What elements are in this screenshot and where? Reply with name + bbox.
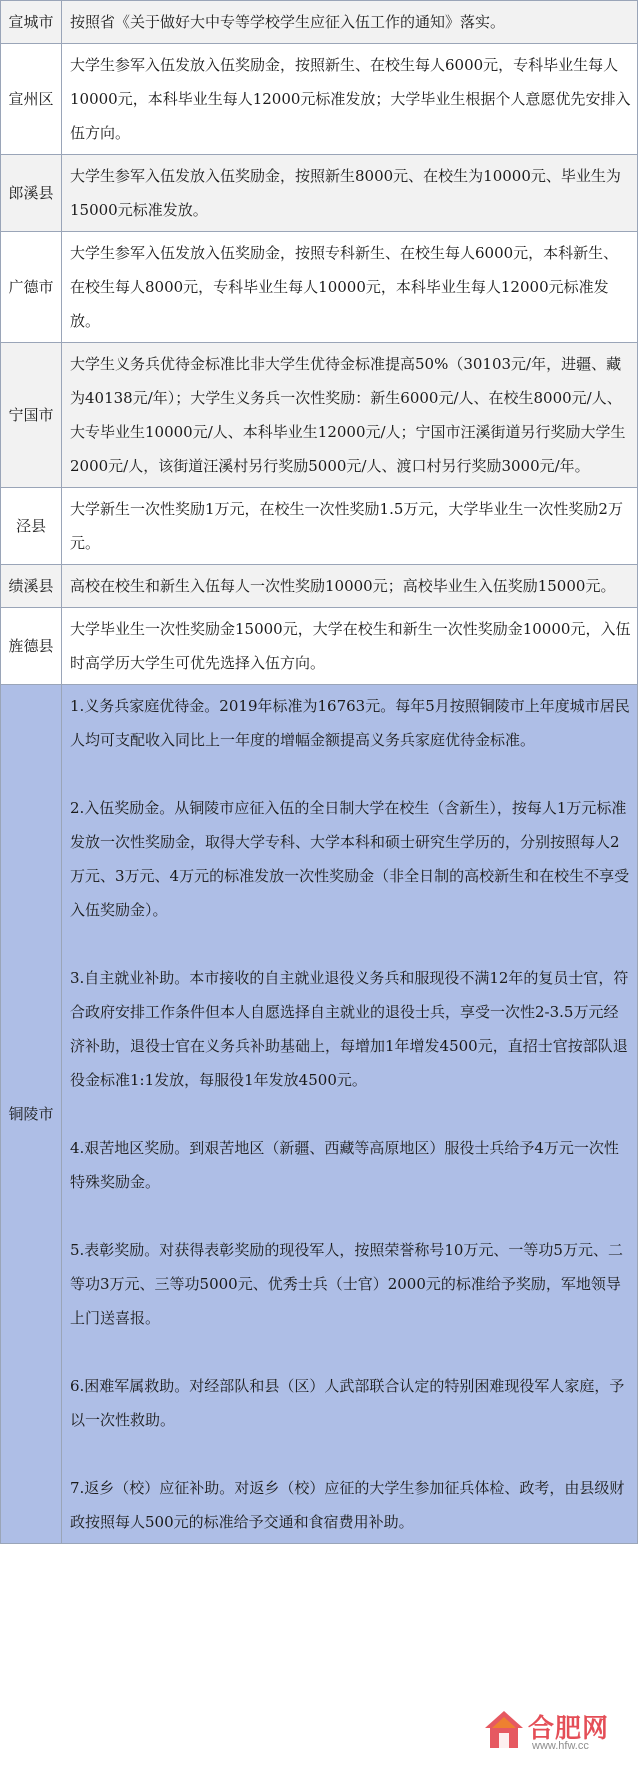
policy-text: 按照省《关于做好大中专等学校学生应征入伍工作的通知》落实。	[62, 1, 638, 44]
row-xuancheng	[1, 1, 638, 44]
region-name: 宁国市	[1, 343, 62, 488]
site-watermark	[482, 1704, 632, 1758]
row-guangde	[1, 232, 638, 343]
policy-text: 大学生参军入伍发放入伍奖励金，按照新生、在校生每人6000元，专科毕业生每人10000元，本科毕业生每人12000元标准发放；大学毕业生根据个人意愿优先安排入伍方向。	[62, 44, 638, 155]
region-name: 宣州区	[1, 44, 62, 155]
policy-text	[62, 685, 638, 1544]
policy-text: 大学生义务兵优待金标准比非大学生优待金标准提高50%（30103元/年，进疆、藏为40138元/年）；大学生义务兵一次性奖励：新生6000元/人、在校生8000元/人、大专毕业生10000元/人、本科毕业生12000元/人；宁国市汪溪街道另行奖励大学生2000元/人，该街道汪溪村另行奖励5000元/人、渡口村另行奖励3000元/年。	[62, 343, 638, 488]
region-name: 宣城市	[1, 1, 62, 44]
region-name: 广德市	[1, 232, 62, 343]
row-ningguo	[1, 343, 638, 488]
row-jingxian	[1, 488, 638, 565]
policy-item: 5.表彰奖励。对获得表彰奖励的现役军人，按照荣誉称号10万元、一等功5万元、二等功3万元、三等功5000元、优秀士兵（士官）2000元的标准给予奖励，军地领导上门送喜报。	[70, 1241, 623, 1327]
row-xuanzhou	[1, 44, 638, 155]
row-tongling	[1, 685, 638, 1544]
policy-item: 6.困难军属救助。对经部队和县（区）人武部联合认定的特别困难现役军人家庭，予以一次性救助。	[70, 1377, 625, 1429]
region-name: 泾县	[1, 488, 62, 565]
region-name: 郎溪县	[1, 155, 62, 232]
watermark-name: 合肥网	[528, 1713, 610, 1743]
region-name: 旌德县	[1, 608, 62, 685]
policy-item: 4.艰苦地区奖励。到艰苦地区（新疆、西藏等高原地区）服役士兵给予4万元一次性特殊奖励金。	[70, 1139, 619, 1191]
region-name: 绩溪县	[1, 565, 62, 608]
row-jingde	[1, 608, 638, 685]
row-jixi	[1, 565, 638, 608]
watermark-url: www.hfw.cc	[532, 1740, 589, 1752]
policy-text: 高校在校生和新生入伍每人一次性奖励10000元；高校毕业生入伍奖励15000元。	[62, 565, 638, 608]
policy-text: 大学毕业生一次性奖励金15000元，大学在校生和新生一次性奖励金10000元，入伍时高学历大学生可优先选择入伍方向。	[62, 608, 638, 685]
policy-item: 3.自主就业补助。本市接收的自主就业退役义务兵和服现役不满12年的复员士官，符合政府安排工作条件但本人自愿选择自主就业的退役士兵，享受一次性2-3.5万元经济补助，退役士官在义务兵补助基础上，每增加1年增发4500元，直招士官按部队退役金标准1:1发放，每服役1年发放4500元。	[70, 969, 629, 1089]
policy-text: 大学生参军入伍发放入伍奖励金，按照专科新生、在校生每人6000元，本科新生、在校生每人8000元，专科毕业生每人10000元，本科毕业生每人12000元标准发放。	[62, 232, 638, 343]
policy-item: 1.义务兵家庭优待金。2019年标准为16763元。每年5月按照铜陵市上年度城市居民人均可支配收入同比上一年度的增幅金额提高义务兵家庭优待金标准。	[70, 697, 630, 749]
policy-text: 大学生参军入伍发放入伍奖励金，按照新生8000元、在校生为10000元、毕业生为15000元标准发放。	[62, 155, 638, 232]
policy-item: 2.入伍奖励金。从铜陵市应征入伍的全日制大学在校生（含新生），按每人1万元标准发放一次性奖励金，取得大学专科、大学本科和硕士研究生学历的，分别按照每人2万元、3万元、4万元的标准发放一次性奖励金（非全日制的高校新生和在校生不享受入伍奖励金）。	[70, 799, 630, 919]
row-langxi	[1, 155, 638, 232]
policy-item: 7.返乡（校）应征补助。对返乡（校）应征的大学生参加征兵体检、政考，由县级财政按照每人500元的标准给予交通和食宿费用补助。	[70, 1479, 625, 1531]
house-logo-icon	[482, 1708, 526, 1752]
region-name: 铜陵市	[1, 685, 62, 1544]
policy-text: 大学新生一次性奖励1万元，在校生一次性奖励1.5万元，大学毕业生一次性奖励2万元。	[62, 488, 638, 565]
